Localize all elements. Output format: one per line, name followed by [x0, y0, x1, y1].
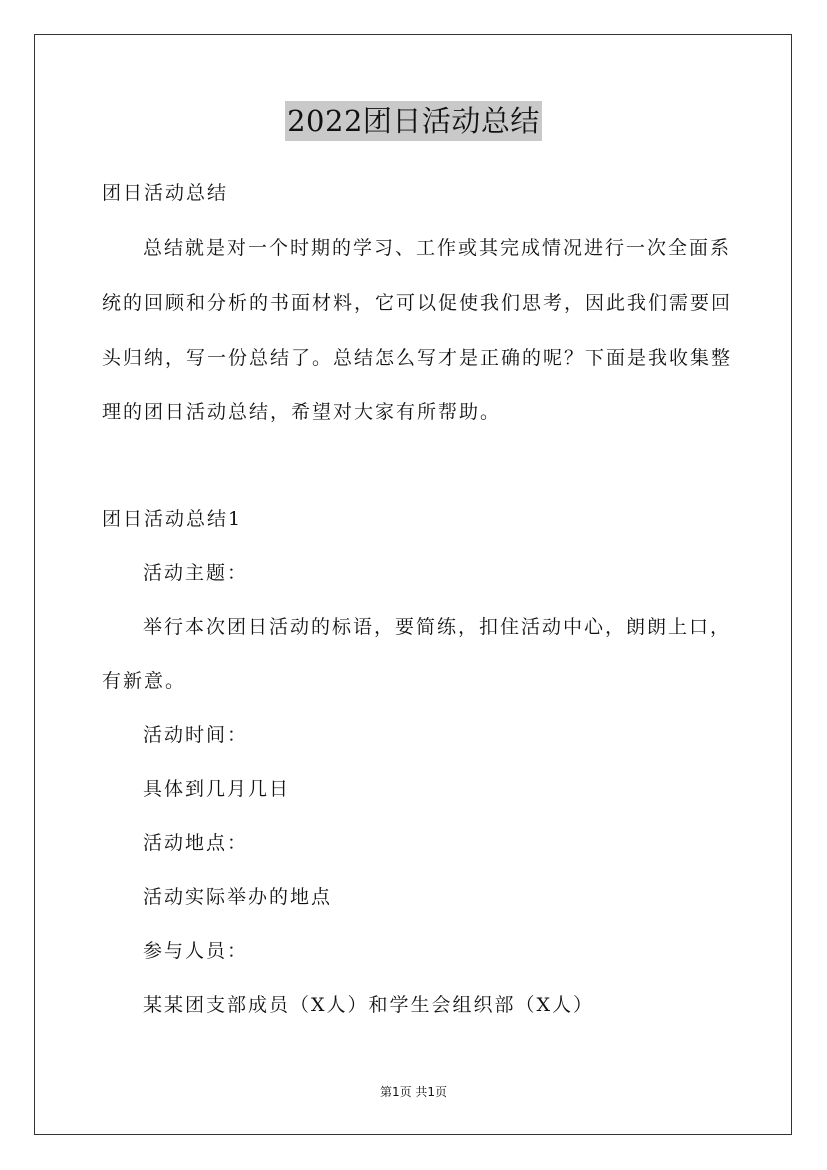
section1-line-1: 活动主题： — [143, 562, 249, 584]
intro-line-2: 统的回顾和分析的书面材料，它可以促使我们思考，因此我们需要回 — [102, 292, 733, 314]
section1-line-8: 参与人员： — [143, 940, 249, 962]
section1-line-7: 活动实际举办的地点 — [143, 886, 333, 908]
section1-line-3: 有新意。 — [102, 670, 187, 692]
intro-line-1: 总结就是对一个时期的学习、工作或其完成情况进行一次全面系 — [143, 237, 732, 259]
intro-line-3: 头归纳，写一份总结了。总结怎么写才是正确的呢？下面是我收集整 — [102, 347, 733, 369]
page-footer: 第1页 共1页 — [379, 1085, 448, 1099]
heading: 团日活动总结 — [102, 182, 229, 204]
section1-line-2: 举行本次团日活动的标语，要简练，扣住活动中心，朗朗上口， — [143, 616, 732, 638]
section1-line-9: 某某团支部成员（X人）和学生会组织部（X人） — [143, 994, 595, 1016]
document-title: 2022团日活动总结 — [285, 101, 542, 141]
section1-line-4: 活动时间： — [143, 724, 249, 746]
section1-line-5: 具体到几月几日 — [143, 778, 291, 800]
section1-heading: 团日活动总结1 — [102, 508, 243, 530]
title-container — [0, 101, 827, 141]
intro-line-4: 理的团日活动总结，希望对大家有所帮助。 — [102, 401, 502, 423]
section1-line-6: 活动地点： — [143, 832, 249, 854]
